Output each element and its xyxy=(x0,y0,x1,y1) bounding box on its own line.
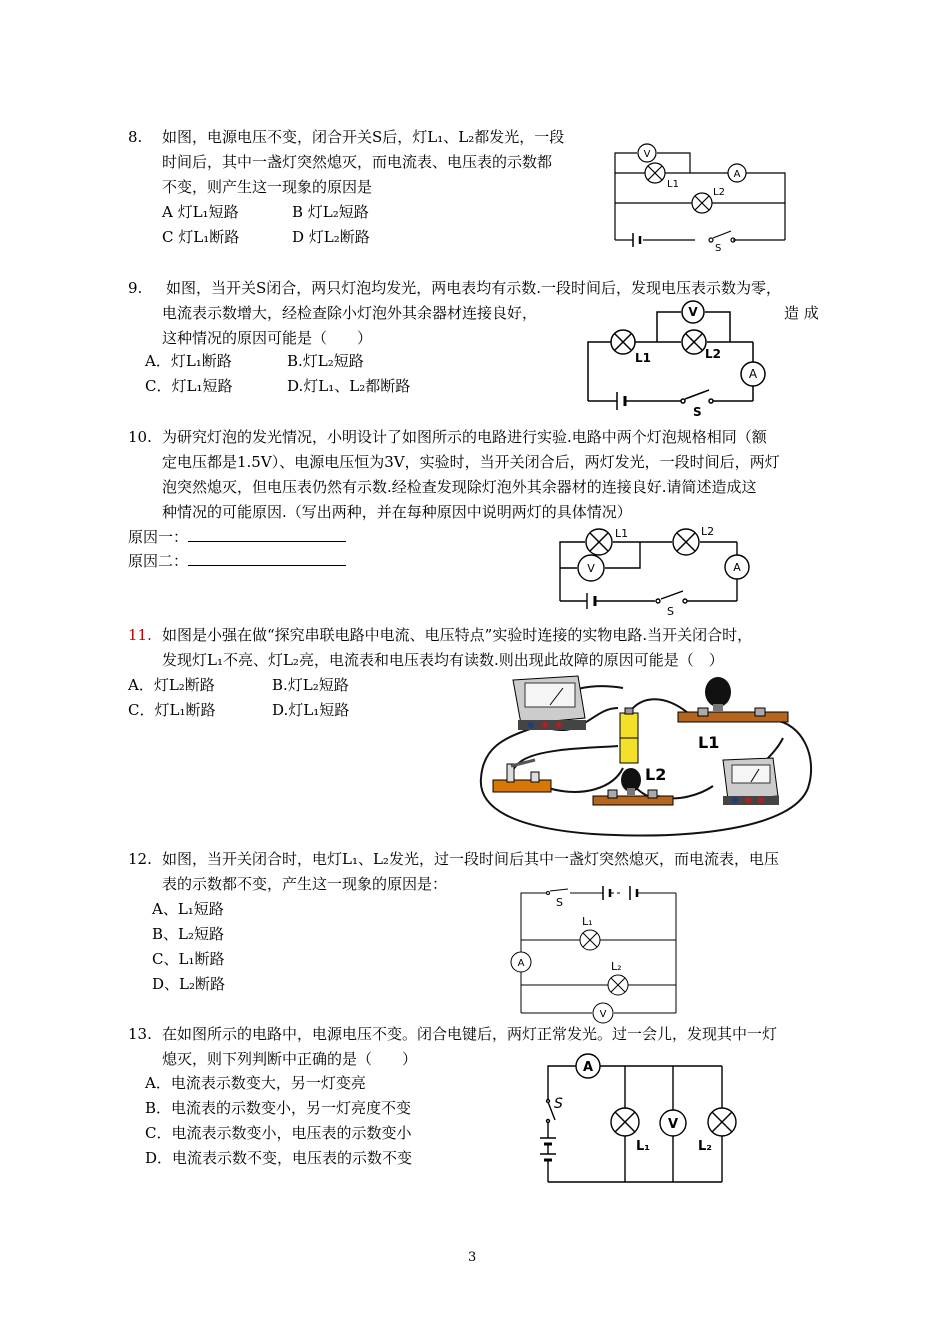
lamp-l1-label: L1 xyxy=(667,179,679,190)
bulb-l1-label: L1 xyxy=(698,733,720,752)
voltmeter-label: V xyxy=(667,1117,679,1132)
switch-label: S xyxy=(667,605,674,618)
question-number: 11. xyxy=(128,626,152,644)
lamp-l1-label: L1 xyxy=(615,527,629,540)
option-b[interactable]: B．电流表的示数变小，另一灯亮度不变 xyxy=(145,1099,412,1117)
ammeter-device xyxy=(723,758,779,805)
option-b[interactable]: B.灯L₂短路 xyxy=(272,676,349,694)
question-text: 为研究灯泡的发光情况，小明设计了如图所示的电路进行实验.电路中两个灯泡规格相同（额 xyxy=(162,428,767,446)
ammeter-label: A xyxy=(517,958,525,969)
switch-device xyxy=(493,760,551,792)
option-d[interactable]: D．电流表示数不变，电压表的示数不变 xyxy=(145,1149,413,1167)
voltmeter-label: V xyxy=(587,562,595,575)
question-number: 8. xyxy=(128,128,143,146)
option-c[interactable]: C、L₁断路 xyxy=(152,950,225,968)
question-text: 在如图所示的电路中，电源电压不变。闭合电键后，两灯正常发光。过一会儿，发现其中一灯 xyxy=(162,1025,778,1043)
question-text: 电流表示数增大，经检查除小灯泡外其余器材连接良好， xyxy=(162,304,538,322)
question-text: 如图，当开关S闭合，两只灯泡均发光，两电表均有示数.一段时间后，发现电压表示数为零， xyxy=(166,279,782,297)
physical-circuit-photo-q11 xyxy=(473,668,818,840)
option-b[interactable]: B、L₂短路 xyxy=(152,925,224,943)
lamp-l1-label: L₁ xyxy=(636,1139,650,1154)
question-text: 造 成 xyxy=(784,304,819,322)
circuit-diagram-q8 xyxy=(605,135,805,254)
switch-label: S xyxy=(556,896,563,909)
question-number: 13. xyxy=(128,1025,152,1043)
question-number: 9. xyxy=(128,279,143,297)
question-text: 熄灭，则下列判断中正确的是（ ） xyxy=(162,1050,418,1068)
ammeter-label: A xyxy=(582,1060,594,1075)
reason-two-label: 原因二： xyxy=(128,552,189,570)
option-d[interactable]: D.灯L₁、L₂都断路 xyxy=(287,377,411,395)
lamp-l2-label: L2 xyxy=(705,347,721,361)
question-text: 时间后，其中一盏灯突然熄灭，而电流表、电压表的示数都 xyxy=(162,153,553,171)
question-number: 10. xyxy=(128,428,152,446)
lamp-l2-label: L2 xyxy=(713,187,725,198)
option-b[interactable]: B 灯L₂短路 xyxy=(292,203,369,221)
option-d[interactable]: D 灯L₂断路 xyxy=(292,228,370,246)
question-number: 12. xyxy=(128,850,152,868)
option-a[interactable]: A．灯L₁断路 xyxy=(145,352,232,370)
ammeter-label: A xyxy=(733,169,741,180)
reason-one-blank[interactable] xyxy=(188,527,346,542)
lamp-l2-label: L₂ xyxy=(698,1139,712,1154)
circuit-diagram-q9 xyxy=(585,298,775,418)
lamp-l2-label: L2 xyxy=(701,525,715,538)
ammeter-label: A xyxy=(748,367,758,381)
question-text: 不变，则产生这一现象的原因是 xyxy=(162,178,373,196)
option-c[interactable]: C．灯L₁短路 xyxy=(145,377,233,395)
option-a[interactable]: A．电流表示数变大，另一灯变亮 xyxy=(145,1074,366,1092)
switch-label: S xyxy=(715,243,722,254)
question-text: 表的示数都不变，产生这一现象的原因是： xyxy=(162,875,448,893)
ammeter-label: A xyxy=(733,561,741,574)
question-text: 如图，电源电压不变，闭合开关S后，灯L₁、L₂都发光，一段 xyxy=(162,128,565,146)
question-text: 种情况的可能原因.（写出两种，并在每种原因中说明两灯的具体情况） xyxy=(162,503,632,521)
voltmeter-label: V xyxy=(599,1009,607,1020)
question-text: 如图，当开关闭合时，电灯L₁、L₂发光，过一段时间后其中一盏灯突然熄灭，而电流表，电压 xyxy=(162,850,779,868)
circuit-diagram-q12 xyxy=(508,885,678,1020)
voltmeter-label: V xyxy=(643,149,651,160)
lamp-l1-label: L1 xyxy=(635,351,651,365)
question-text: 这种情况的原因可能是（ ） xyxy=(162,329,373,347)
switch-label: S xyxy=(554,1096,563,1112)
bulb-l1 xyxy=(678,677,788,722)
option-a[interactable]: A．灯L₂断路 xyxy=(128,676,215,694)
question-text: 发现灯L₁不亮、灯L₂亮，电流表和电压表均有读数.则出现此故障的原因可能是（ ） xyxy=(162,651,724,669)
option-d[interactable]: D、L₂断路 xyxy=(152,975,226,993)
question-text: 泡突然熄灭，但电压表仍然有示数.经检查发现除灯泡外其余器材的连接良好.请简述造成这 xyxy=(162,478,757,496)
reason-two-blank[interactable] xyxy=(188,551,346,566)
voltmeter-label: V xyxy=(688,305,698,319)
option-c[interactable]: C 灯L₁断路 xyxy=(162,228,240,246)
circuit-diagram-q10 xyxy=(555,523,755,618)
question-text: 如图是小强在做“探究串联电路中电流、电压特点”实验时连接的实物电路.当开关闭合时， xyxy=(162,626,753,644)
option-d[interactable]: D.灯L₁短路 xyxy=(272,701,350,719)
lamp-l2-label: L₂ xyxy=(611,960,622,973)
reason-one-label: 原因一： xyxy=(128,528,189,546)
page-number: 3 xyxy=(468,1250,477,1265)
question-text: 定电压都是1.5V）、电源电压恒为3V，实验时，当开关闭合后，两灯发光，一段时间后，两灯 xyxy=(162,453,780,471)
switch-label: S xyxy=(693,405,702,419)
circuit-diagram-q13 xyxy=(540,1050,730,1190)
lamp-l1-label: L₁ xyxy=(582,915,593,928)
option-a[interactable]: A、L₁短路 xyxy=(152,900,224,918)
option-c[interactable]: C．灯L₁断路 xyxy=(128,701,216,719)
option-b[interactable]: B.灯L₂短路 xyxy=(287,352,364,370)
voltmeter-device xyxy=(513,676,586,730)
battery-device xyxy=(620,708,638,763)
bulb-l2-label: L2 xyxy=(645,765,667,784)
option-c[interactable]: C．电流表示数变小，电压表的示数变小 xyxy=(145,1124,412,1142)
option-a[interactable]: A 灯L₁短路 xyxy=(162,203,239,221)
